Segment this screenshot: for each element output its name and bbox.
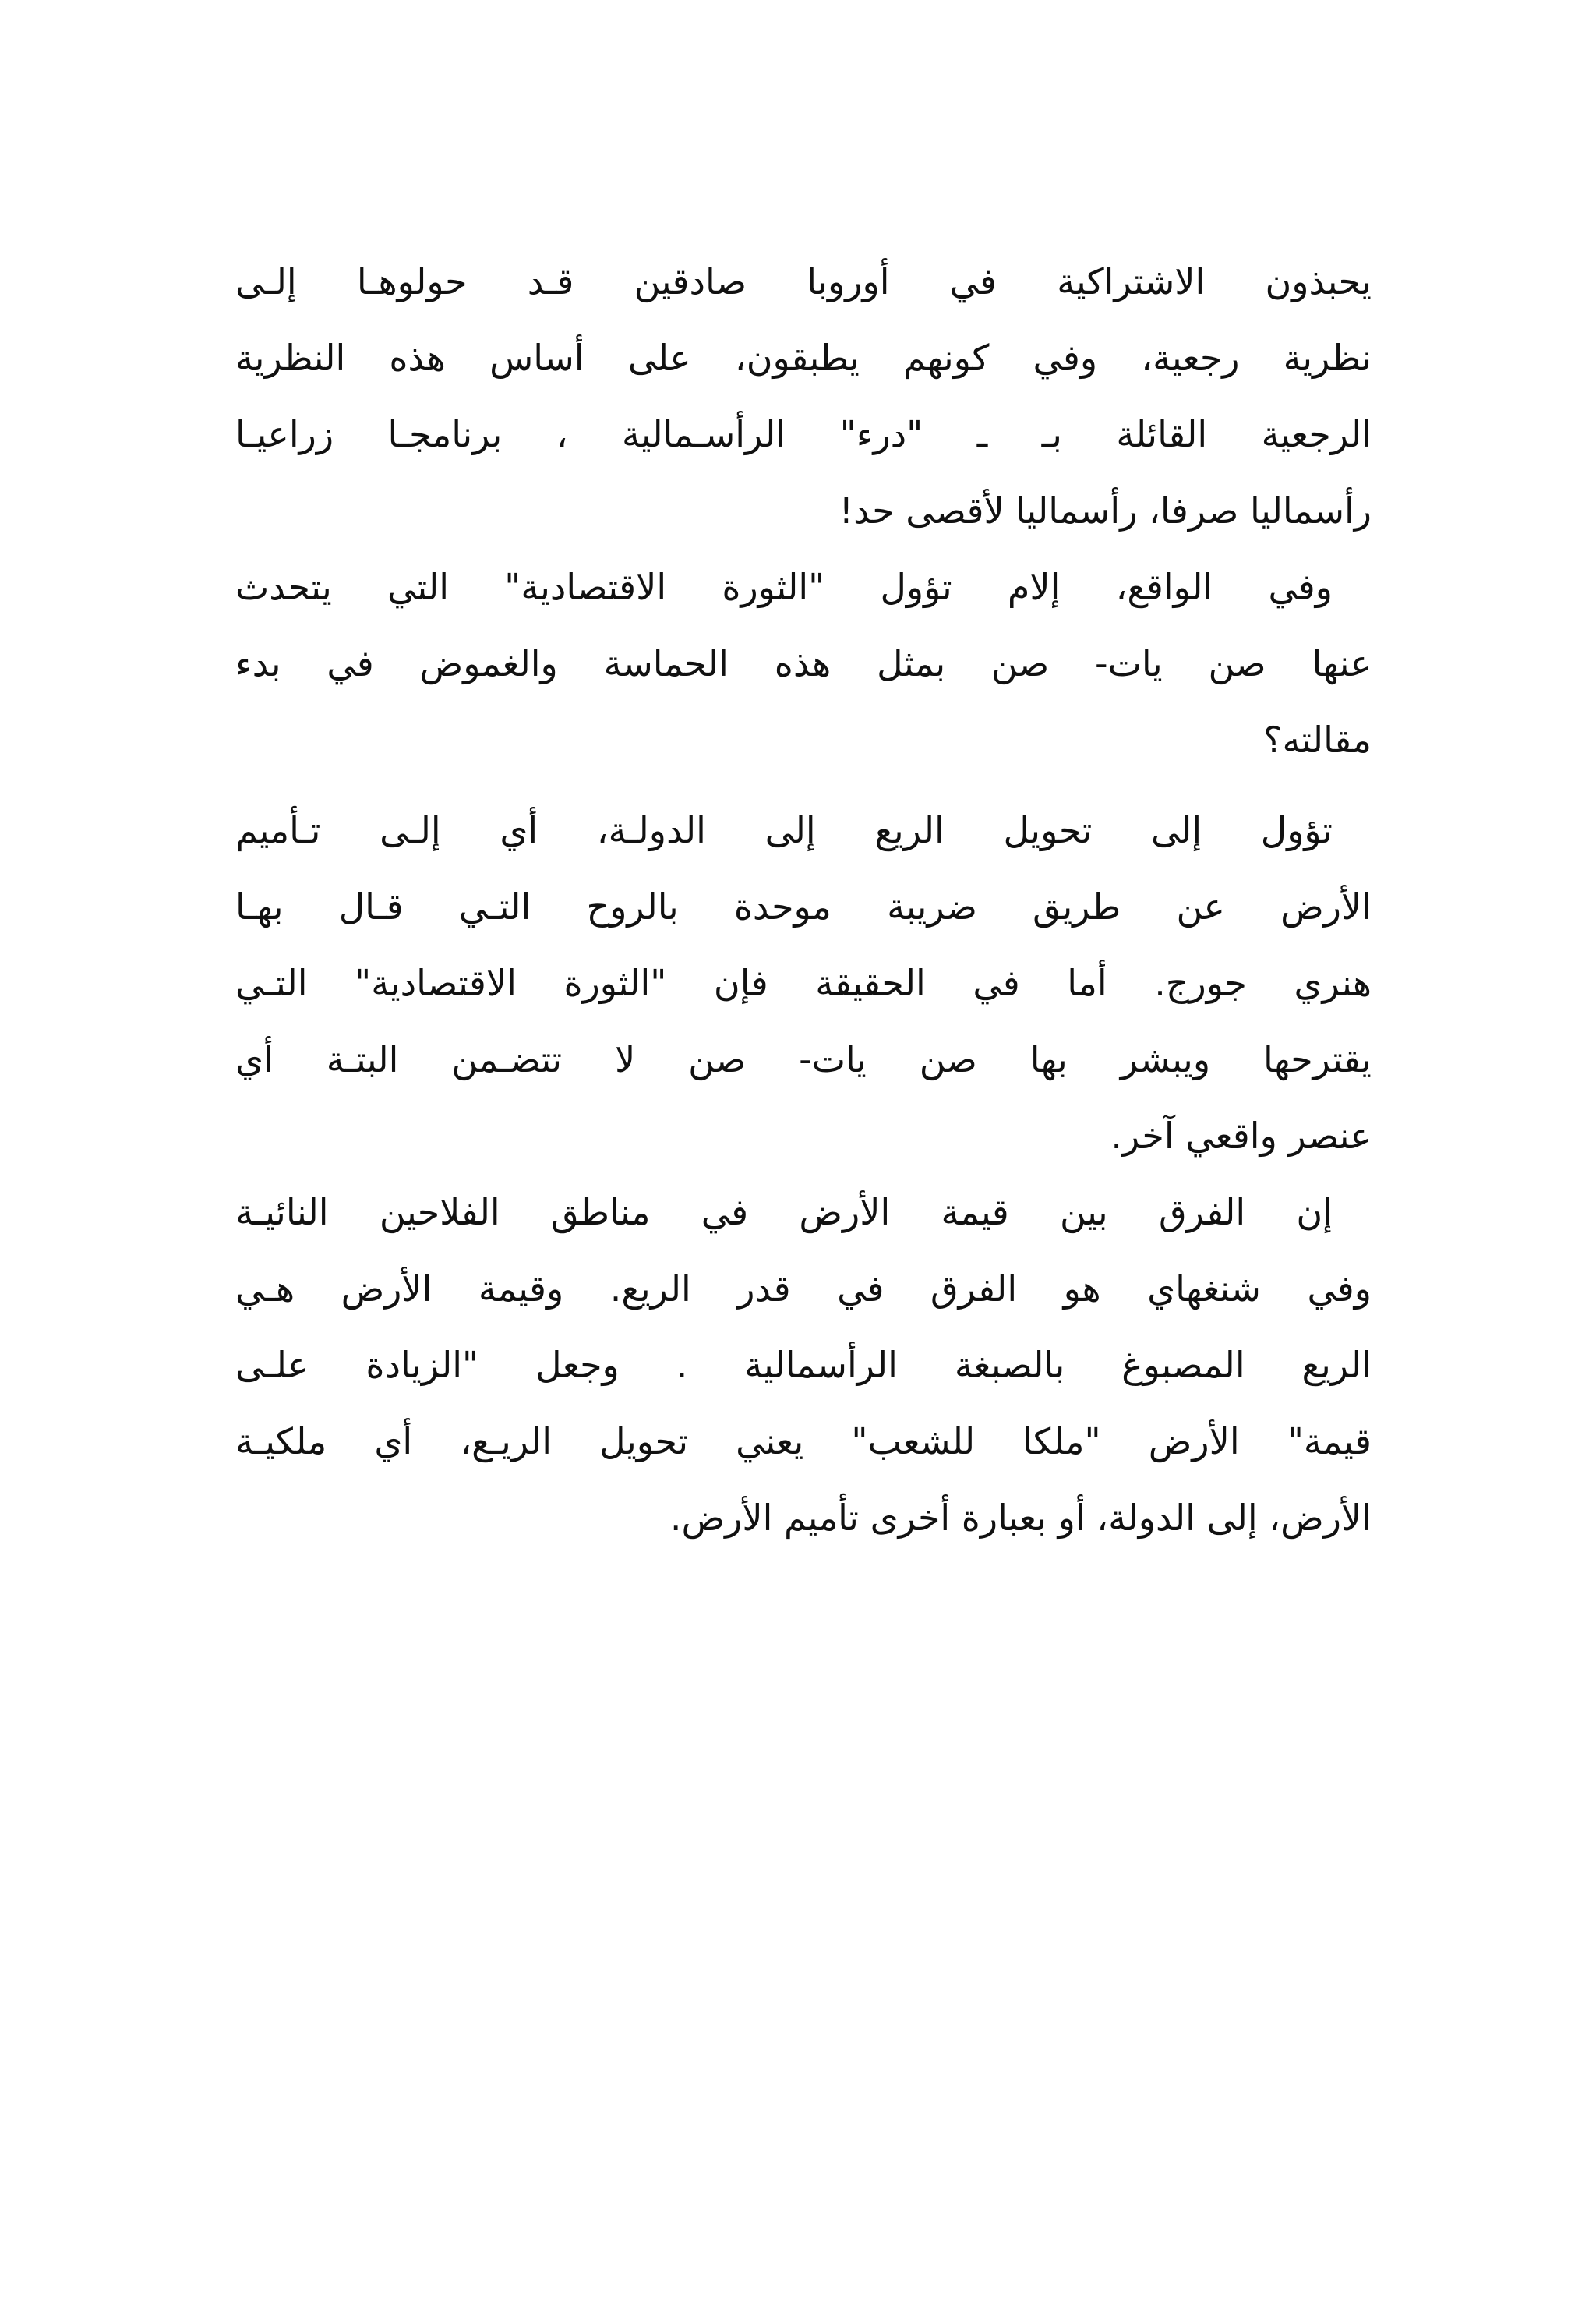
paragraph-3-line-4: يقترحها ويبشر بها صن يات- صن لا تتضـمن البتـة أي [235,1038,1372,1080]
paragraph-4-line-2: وفي شنغهاي هو الفرق في قدر الريع. وقيمة الأرض هـي [235,1267,1372,1310]
paragraph-1-line-4: رأسماليا صرفا، رأسماليا لأقصى حد! [839,490,1372,532]
paragraph-1-line-2: نظرية رجعية، وفي كونهم يطبقون، على أساس هذه النظرية [235,337,1372,379]
paragraph-4-line-4: قيمة" الأرض "ملكا للشعب" يعني تحويل الريـع، أي ملكيـة [235,1420,1372,1462]
paragraph-2-line-1: وفي الواقع، إلام تؤول "الثورة الاقتصادية" التي يتحدث [235,566,1333,608]
paragraph-1-line-3: الرجعية القائلة بـ ـ "درء" الرأسـمالية ، برنامجـا زراعيـا [235,413,1372,455]
paragraph-2-line-3: مقالته؟ [1263,719,1372,761]
paragraph-4-line-1: إن الفرق بين قيمة الأرض في مناطق الفلاحين النائيـة [235,1191,1333,1233]
paragraph-4-line-5: الأرض، إلى الدولة، أو بعبارة أخرى تأميم الأرض. [669,1497,1372,1539]
body-text [235,243,1372,1556]
paragraph-3-line-1: تؤول إلى تحويل الريع إلى الدولـة، أي إلـى تـأميم [235,809,1333,851]
paragraph-3-line-5: عنصر واقعي آخر. [1110,1115,1372,1157]
paragraph-4-line-3: الريع المصبوغ بالصبغة الرأسمالية . وجعل "الزيادة علـى [235,1344,1372,1386]
paragraph-3-line-2: الأرض عن طريق ضريبة موحدة بالروح التـي قـال بهـا [235,886,1372,928]
paragraph-3-line-3: هنري جورج. أما في الحقيقة فإن "الثورة الاقتصادية" التـي [235,962,1372,1004]
paragraph-2-line-2: عنها صن يات- صن بمثل هذه الحماسة والغموض في بدء [235,642,1372,684]
paragraph-1-line-1: يحبذون الاشتراكية في أوروبا صادقين قـد حولوهـا إلـى [235,260,1372,302]
